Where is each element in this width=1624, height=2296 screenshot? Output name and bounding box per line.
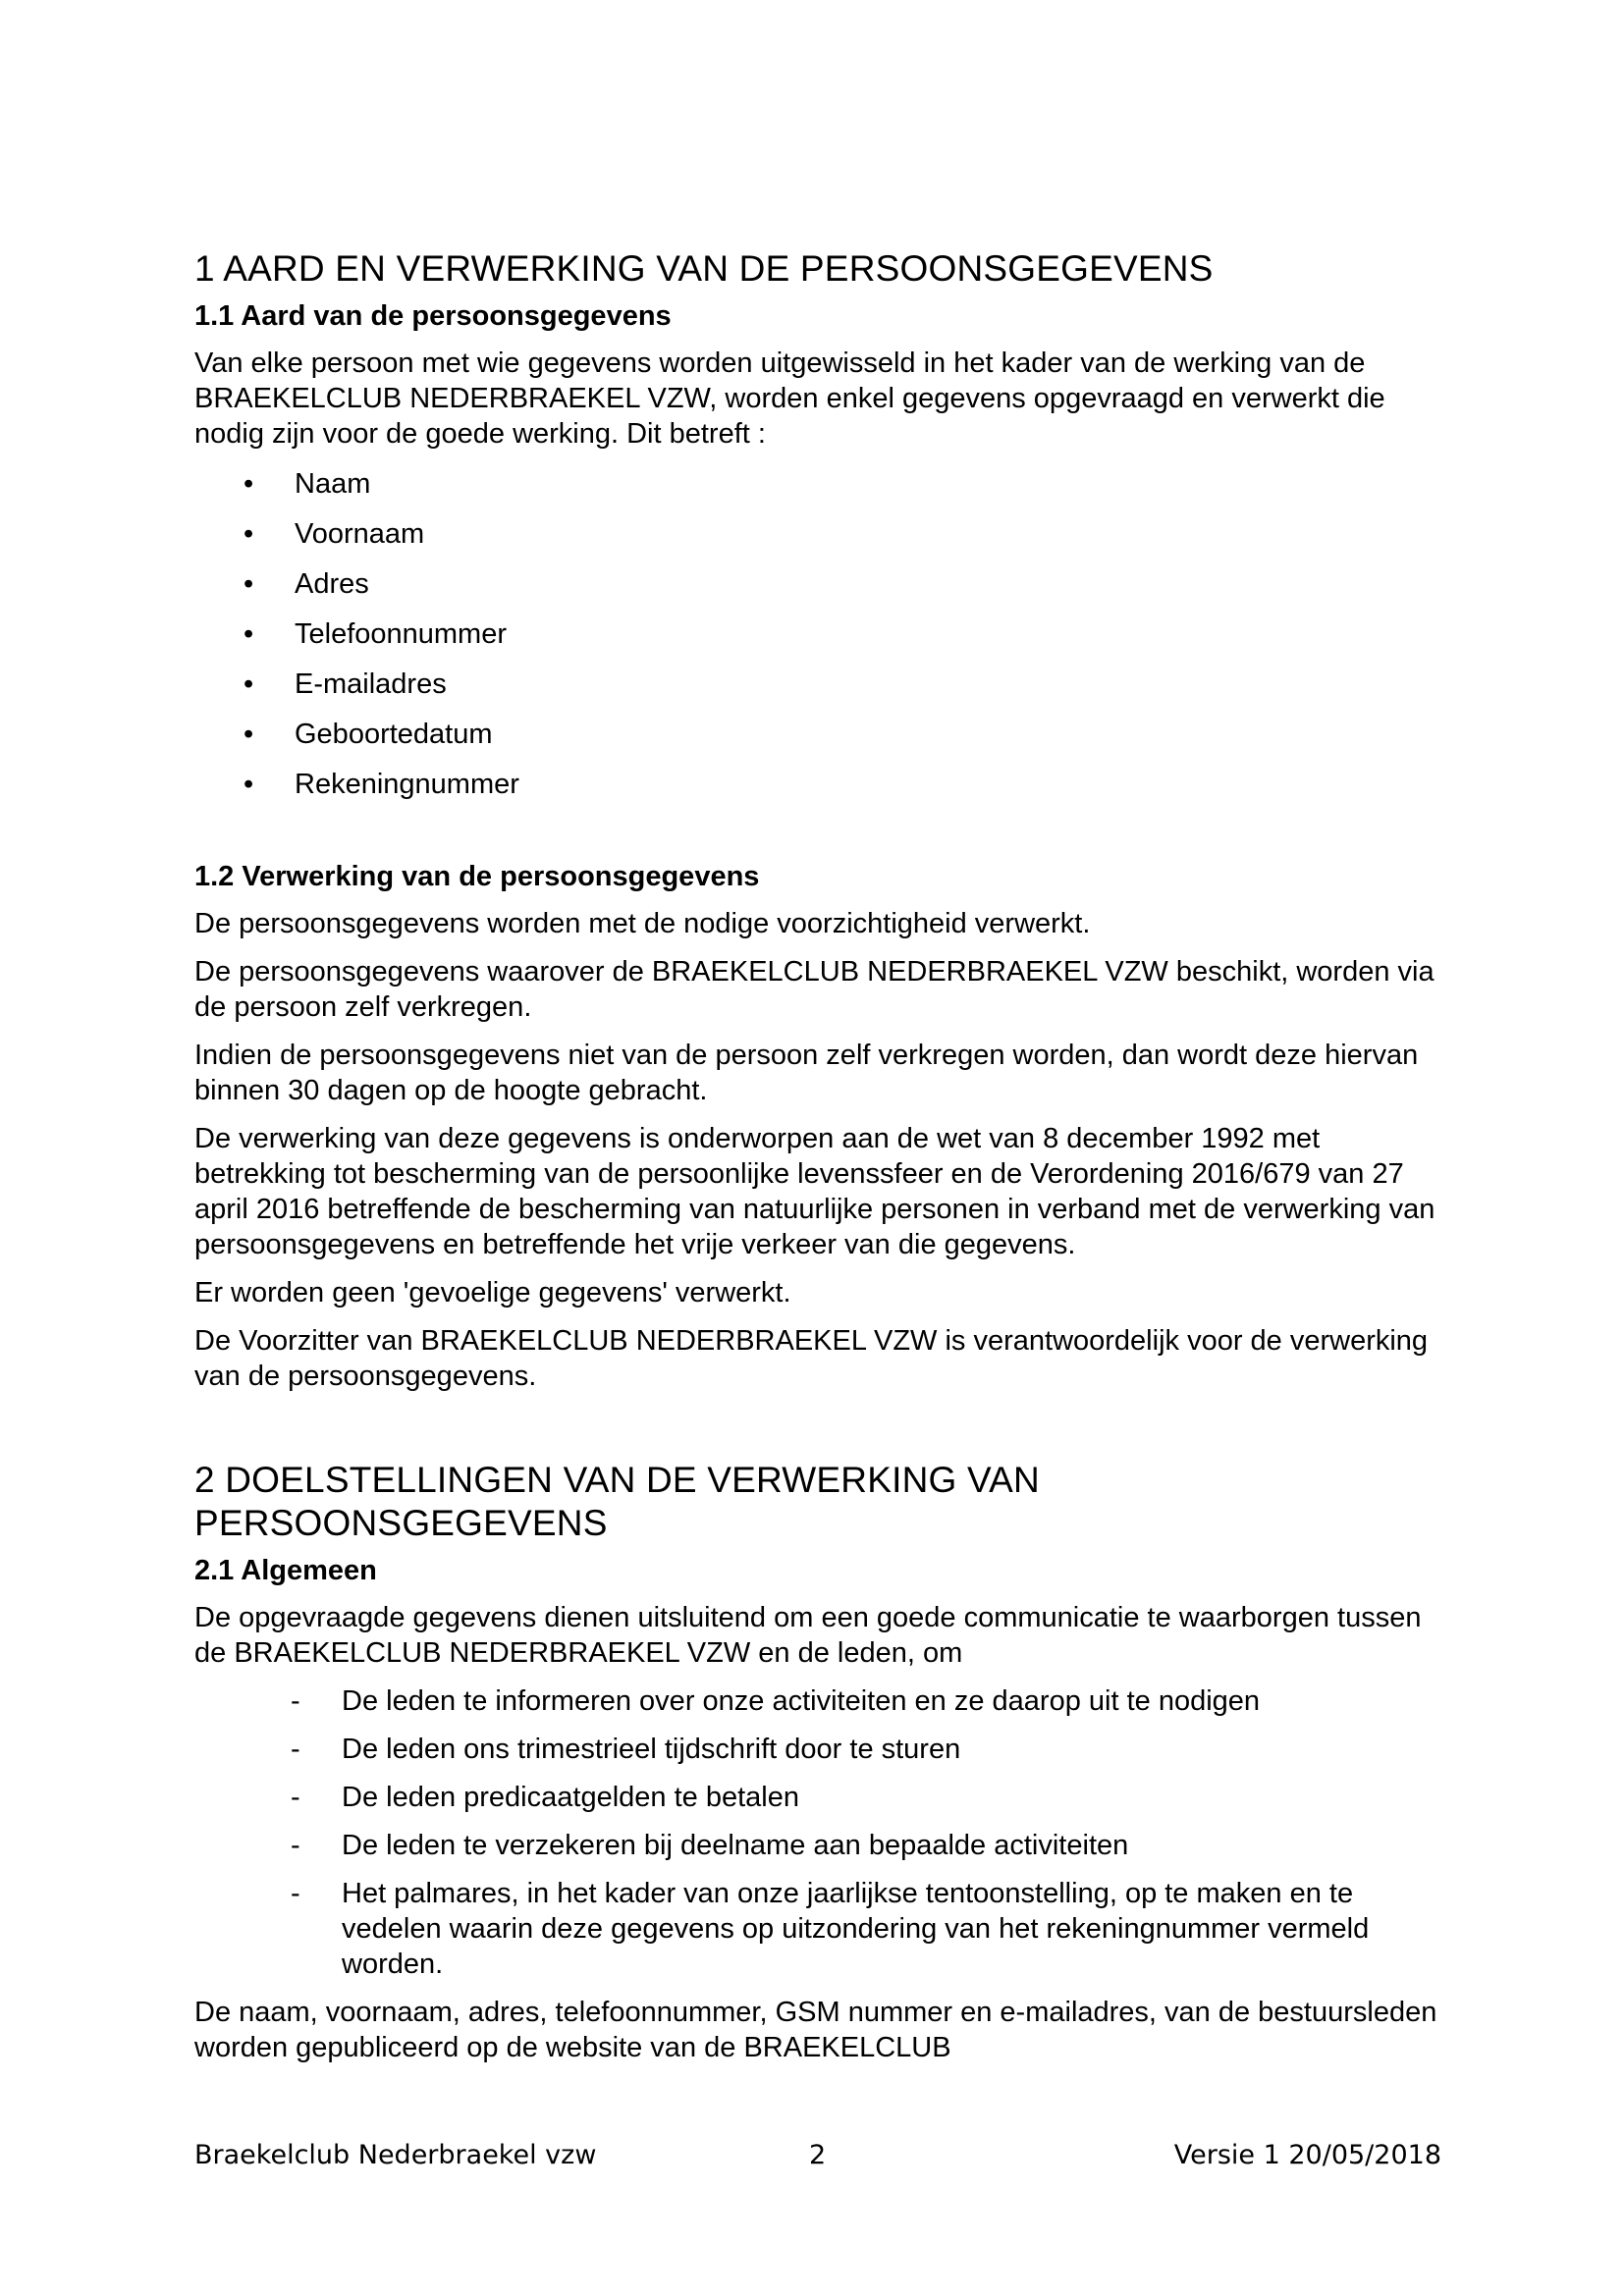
list-item: • Geboortedatum (194, 717, 1441, 752)
footer-version: Versie 1 20/05/2018 (1173, 2140, 1441, 2170)
paragraph: De persoonsgegevens worden met de nodige voorzichtigheid verwerkt. (194, 908, 1091, 939)
list-item: • Voornaam (194, 516, 1441, 552)
list-item: - De leden ons trimestrieel tijdschrift door te sturen (194, 1732, 1441, 1767)
paragraph: De Voorzitter van BRAEKELCLUB NEDERBRAEKEL VZW is verantwoordelijk voor de verwerking van de persoonsgegevens. (194, 1325, 1429, 1392)
data-types-list (194, 466, 1441, 802)
purposes-list (194, 1683, 1441, 1982)
section-1-1-heading: 1.1 Aard van de persoonsgegevens (194, 300, 672, 332)
section-2-heading-line2: PERSOONSGEGEVENS (194, 1503, 608, 1543)
list-item: - De leden te verzekeren bij deelname aan bepaalde activiteiten (194, 1828, 1441, 1863)
footer-organization: Braekelclub Nederbraekel vzw (194, 2140, 597, 2170)
list-item: • Telefoonnummer (194, 616, 1441, 652)
list-item: - De leden predicaatgelden te betalen (194, 1780, 1441, 1815)
list-item: • Naam (194, 466, 1441, 502)
list-item: • E-mailadres (194, 667, 1441, 702)
page-content (194, 247, 1441, 2065)
section-2-heading (194, 1459, 1441, 1545)
section-2-heading-line1: 2 DOELSTELLINGEN VAN DE VERWERKING VAN (194, 1460, 1040, 1500)
paragraph: De verwerking van deze gegevens is onderworpen aan de wet van 8 december 1992 met betrekking tot bescherming van de persoonlijke levenssfeer en de Verordening 2016/679 van 27 april 2016 betreffende de bescherming van natuurlijke personen in verband met de verwerking van persoonsgegevens en betreffende het vrije verkeer van die gegevens. (194, 1123, 1435, 1260)
list-item: • Rekeningnummer (194, 767, 1441, 802)
footer-page-number: 2 (809, 2140, 827, 2170)
list-item: • Adres (194, 566, 1441, 602)
section-1-2-heading: 1.2 Verwerking van de persoonsgegevens (194, 861, 760, 892)
list-item: - De leden te informeren over onze activiteiten en ze daarop uit te nodigen (194, 1683, 1441, 1719)
paragraph: Indien de persoonsgegevens niet van de persoon zelf verkregen worden, dan wordt deze hiervan binnen 30 dagen op de hoogte gebracht. (194, 1040, 1419, 1106)
paragraph: Er worden geen 'gevoelige gegevens' verwerkt. (194, 1277, 791, 1308)
section-2-1-intro: De opgevraagde gegevens dienen uitsluitend om een goede communicatie te waarborgen tussen de BRAEKELCLUB NEDERBRAEKEL VZW en de leden, om (194, 1602, 1422, 1669)
paragraph: De persoonsgegevens waarover de BRAEKELCLUB NEDERBRAEKEL VZW beschikt, worden via de persoon zelf verkregen. (194, 956, 1435, 1023)
section-1-1-intro: Van elke persoon met wie gegevens worden uitgewisseld in het kader van de werking van de BRAEKELCLUB NEDERBRAEKEL VZW, worden enkel gegevens opgevraagd en verwerkt die nodig zijn voor de goede werking. Dit betreft : (194, 347, 1385, 450)
page-footer (194, 2136, 1441, 2175)
section-1-heading: 1 AARD EN VERWERKING VAN DE PERSOONSGEGEVENS (194, 248, 1214, 289)
section-2-1-heading: 2.1 Algemeen (194, 1555, 377, 1586)
list-item: - Het palmares, in het kader van onze jaarlijkse tentoonstelling, op te maken en te vedelen waarin deze gegevens op uitzondering van het rekeningnummer vermeld worden. (194, 1876, 1441, 1982)
closing-paragraph: De naam, voornaam, adres, telefoonnummer, GSM nummer en e-mailadres, van de bestuursleden worden gepubliceerd op de website van de BRAEKELCLUB (194, 1997, 1437, 2063)
